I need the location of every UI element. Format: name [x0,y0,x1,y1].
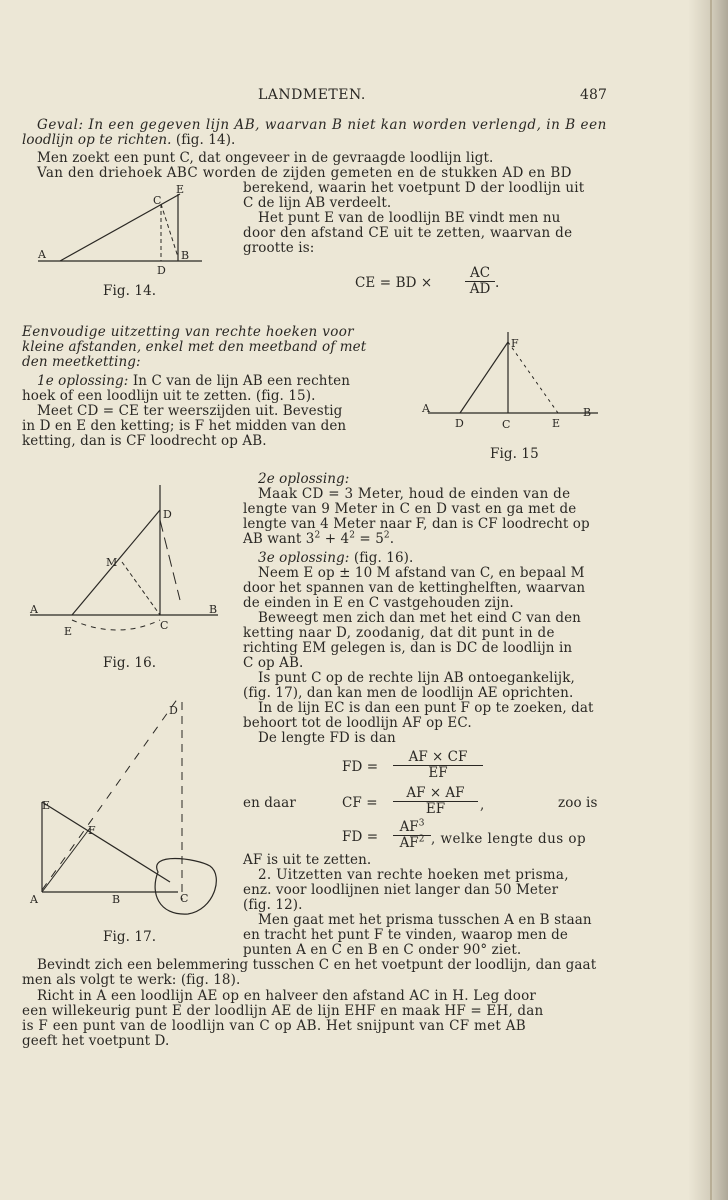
paragraph-1: Men zoekt een punt C, dat ongeveer in de gevraagde loodlijn ligt. [37,150,494,166]
solution-1-line-3: Meet CD = CE ter weerszijden uit. Bevestig [37,403,343,419]
fig16-label-a: A [30,603,38,616]
fig17-line-ad [42,698,178,890]
formula-3-lhs: CF = [342,795,378,811]
formula-1-fraction [465,266,495,297]
solution-2-equation [243,532,394,547]
fig14-label-c: C [153,194,162,207]
fig16-chain [160,520,180,600]
page-number: 487 [580,87,608,103]
formula-4-lhs: FD = [342,829,379,845]
solution-3-line-7: C op AB. [243,655,304,671]
formula-4-fraction [393,820,431,851]
formula-1-denominator: AD [469,281,491,297]
formula-3-pre: en daar [243,795,296,811]
after-formula-4: AF is uit te zetten. [243,852,372,868]
page-edge-shadow [688,0,728,1200]
fig14-caption: Fig. 14. [103,283,157,299]
prisma-line-5: en tracht het punt F te vinden, waarop men de [243,927,569,943]
case-heading-line-2-italic: loodlijn op te richten. [22,132,172,148]
final-line-6: geeft het voetpunt D. [22,1033,170,1049]
prisma-line-1: 2. Uitzetten van rechte hoeken met prisma, [258,867,569,883]
solution-3-heading [258,551,413,566]
final-line-5: is F een punt van de loodlijn van C op AB. Het snijpunt van CF met AB [22,1018,526,1034]
fig14-label-b: B [181,249,190,262]
solution-2-line-3: lengte van 4 Meter naar F, dan is CF loodrecht op [243,516,590,532]
solution-1-line-2: hoek of een loodlijn uit te zetten. (fig. 15). [22,388,316,404]
formula-4-den-exp: 2 [418,834,425,845]
solution-3-line-2: door het spannen van de kettinghelften, waarvan [243,580,586,596]
formula-3-numerator: AF × AF [393,786,478,802]
solution-2-line-1: Maak CD = 3 Meter, houd de einden van de [258,486,571,502]
final-line-4: een willekeurig punt E der loodlijn AE de lijn EHF en maak HF = EH, dan [22,1003,544,1019]
fig15-label-a: A [422,402,430,415]
running-header: LANDMETEN. [258,87,366,103]
solution-2-eq-b: + 4 [320,531,350,547]
section-2-heading-line-1: Eenvoudige uitzetting van rechte hoeken voor [22,324,354,340]
solution-3-label: 3e oplossing: [258,550,350,566]
fig15-label-c: C [502,418,511,431]
figure-17 [28,690,223,915]
fig17-line-ec [42,802,170,882]
solution-1-line-1 [37,374,350,389]
final-line-2: men als volgt te werk: (fig. 18). [22,972,241,988]
prisma-line-3: (fig. 12). [243,897,303,913]
fig16-label-c: C [160,619,169,632]
fig16-caption: Fig. 16. [103,655,157,671]
fig16-label-m: M [106,556,118,569]
solution-1-line-5: ketting, dan is CF loodrecht op AB. [22,433,267,449]
fig16-line-mc [122,562,160,615]
fig17-line-af [42,828,90,892]
solution-3-line-5: ketting naar D, zoodanig, dat dit punt in de [243,625,555,641]
fig16-arc [72,620,160,630]
formula-3-fraction [393,786,478,817]
formula-1-numerator: AC [465,266,495,282]
solution-2-line-2: lengte van 9 Meter in C en D vast en ga met de [243,501,577,517]
fig17-label-c: C [180,892,189,905]
page-edge-line [710,0,712,1200]
paragraph-3-line-1: Het punt E van de loodlijn BE vindt men nu [258,210,561,226]
fig14-label-d: D [157,264,166,277]
prisma-line-4: Men gaat met het prisma tusschen A en B staan [258,912,592,928]
solution-2-exp-2: 2 [349,530,356,541]
fig17-label-d: D [169,704,178,717]
fig17-label-a: A [30,893,38,906]
fig15-line-fe [508,342,558,413]
formula-3-comma: , [480,797,485,813]
solution-3-line-1: Neem E op ± 10 M afstand van C, en bepaal M [258,565,585,581]
fig15-line-df [460,342,508,413]
solution-3-line-4: Beweegt men zich dan met het eind C van den [258,610,581,626]
section-2-heading-line-2: kleine afstanden, enkel met den meetband of met [22,339,367,355]
solution-1-line-4: in D en E den ketting; is F het midden van den [22,418,347,434]
solution-2-exp-3: 2 [383,530,390,541]
formula-3-post: zoo is [558,795,598,811]
formula-2-fraction [393,750,483,781]
case-heading-line-1: Geval: In een gegeven lijn AB, waarvan B niet kan worden verlengd, in B een [37,117,607,133]
solution-2-eq-a: AB want 3 [243,531,315,547]
solution-3-line-11: behoort tot de loodlijn AF op EC. [243,715,472,731]
fig17-label-e: E [42,799,51,812]
solution-2-eq-c: = 5 [355,531,384,547]
solution-3-line-12: De lengte FD is dan [258,730,396,746]
fig14-line-cb [161,204,178,257]
formula-1-lhs: CE = BD × [355,275,433,291]
solution-2-label: 2e oplossing: [258,471,350,487]
formula-4-num-exp: 3 [418,818,425,829]
solution-1-label: 1e oplossing: [37,373,129,389]
formula-2-denominator: EF [428,765,448,781]
solution-2-eq-d: . [389,531,395,547]
formula-1-tail: . [495,275,500,291]
fig17-label-b: B [112,893,121,906]
solution-3-line-3: de einden in E en C vastgehouden zijn. [243,595,514,611]
formula-4-denominator [393,836,431,851]
figure-14 [30,182,210,282]
fig14-label-e: E [176,183,185,196]
solution-3-line-8: Is punt C op de rechte lijn AB ontoegankelijk, [258,670,575,686]
fig15-label-d: D [455,417,464,430]
fig15-label-b: B [583,406,592,419]
case-heading-fig-ref: (fig. 14). [171,132,236,148]
fig16-label-d: D [163,508,172,521]
case-heading-line-2 [22,133,235,148]
fig17-caption: Fig. 17. [103,929,157,945]
formula-2-numerator: AF × CF [393,750,483,766]
fig15-label-e: E [552,417,561,430]
solution-3-label-tail: (fig. 16). [349,550,414,566]
figure-16 [28,480,223,640]
formula-2-lhs: FD = [342,759,379,775]
final-line-1: Bevindt zich een belemmering tusschen C en het voetpunt der loodlijn, dan gaat [37,957,597,973]
fig15-caption: Fig. 15 [490,446,539,462]
fig14-label-a: A [38,248,46,261]
paragraph-2-line-2: berekend, waarin het voetpunt D der loodlijn uit [243,180,585,196]
paragraph-2-line-3: C de lijn AB verdeelt. [243,195,392,211]
fig16-label-b: B [209,603,218,616]
formula-3-denominator: EF [425,801,446,817]
prisma-line-2: enz. voor loodlijnen niet langer dan 50 Meter [243,882,559,898]
fig16-label-e: E [64,625,73,638]
solution-2-exp-1: 2 [314,530,321,541]
paragraph-3-line-3: grootte is: [243,240,315,256]
final-line-3: Richt in A een loodlijn AE op en halveer den afstand AC in H. Leg door [37,988,537,1004]
solution-3-line-9: (fig. 17), dan kan men de loodlijn AE oprichten. [243,685,574,701]
paragraph-3-line-2: door den afstand CE uit te zetten, waarvan de [243,225,573,241]
section-2-heading-line-3: den meetketting: [22,354,141,370]
formula-4-den-text: AF [399,835,419,851]
fig15-label-f: F [511,337,519,350]
solution-3-line-10: In de lijn EC is dan een punt F op te zoeken, dat [258,700,594,716]
formula-4-num-text: AF [399,819,419,835]
figure-15 [420,330,610,440]
solution-3-line-6: richting EM gelegen is, dan is DC de loodlijn in [243,640,573,656]
fig17-obstacle [155,859,216,915]
formula-4-tail: , welke lengte dus op [431,831,587,847]
solution-1-text-1: In C van de lijn AB een rechten [128,373,351,389]
formula-4-numerator [393,820,431,836]
paragraph-2-line-1: Van den driehoek ABC worden de zijden gemeten en de stukken AD en BD [37,165,572,181]
fig17-label-f: F [88,824,96,837]
prisma-line-6: punten A en C en B en C onder 90° ziet. [243,942,522,958]
fig14-line-ae [60,194,180,261]
